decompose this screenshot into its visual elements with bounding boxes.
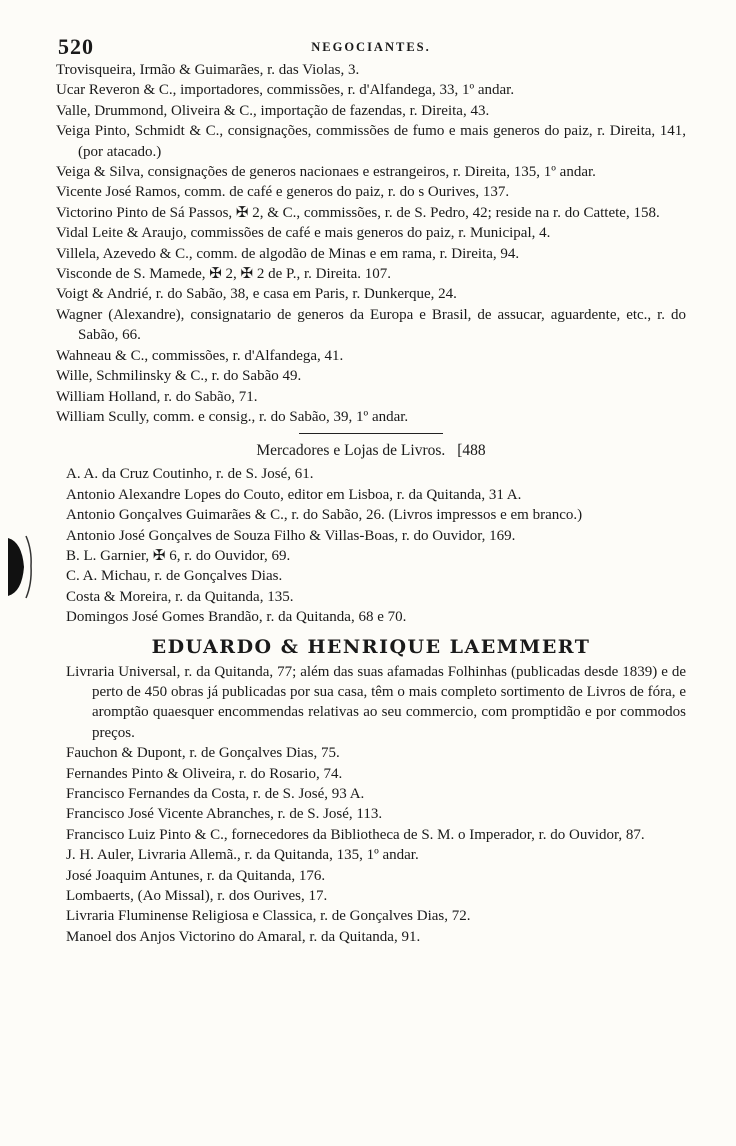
list-item: Costa & Moreira, r. da Quitanda, 135. xyxy=(66,588,294,605)
list-item: Villela, Azevedo & C., comm. de algodão de Minas e em rama, r. Direita, 94. xyxy=(56,245,520,262)
binding-edge-mark xyxy=(2,532,40,602)
list-item: Veiga & Silva, consignações de generos nacionaes e estrangeiros, r. Direita, 135, 1º andar. xyxy=(56,164,596,181)
list-item: Lombaerts, (Ao Missal), r. dos Ourives, 17. xyxy=(66,888,328,905)
list-item: Ucar Reveron & C., importadores, commissões, r. d'Alfandega, 33, 1º andar. xyxy=(56,82,515,99)
list-item: Victorino Pinto de Sá Passos, ✠ 2, & C., commissões, r. de S. Pedro, 42; reside na r. do Cattete, 158. xyxy=(56,204,660,221)
list-item: A. A. da Cruz Coutinho, r. de S. José, 61. xyxy=(66,466,314,483)
list-item: Antonio Gonçalves Guimarães & C., r. do Sabão, 26. (Livros impressos e em branco.) xyxy=(66,507,583,524)
list-item: Fernandes Pinto & Oliveira, r. do Rosario, 74. xyxy=(66,765,343,782)
section-heading xyxy=(56,440,686,462)
entries-section-b xyxy=(56,662,686,948)
list-item: Valle, Drummond, Oliveira & C., importação de fazendas, r. Direita, 43. xyxy=(56,102,490,119)
list-item: Wille, Schmilinsky & C., r. do Sabão 49. xyxy=(56,368,302,385)
list-item: William Holland, r. do Sabão, 71. xyxy=(56,388,258,405)
list-item: B. L. Garnier, ✠ 6, r. do Ouvidor, 69. xyxy=(66,547,291,564)
list-item: J. H. Auler, Livraria Allemã., r. da Quitanda, 135, 1º andar. xyxy=(66,847,419,864)
section-divider xyxy=(299,433,443,434)
list-item: Visconde de S. Mamede, ✠ 2, ✠ 2 de P., r. Direita. 107. xyxy=(56,266,392,283)
document-page xyxy=(56,30,686,947)
list-item: Francisco Fernandes da Costa, r. de S. José, 93 A. xyxy=(66,786,365,802)
list-item: Domingos José Gomes Brandão, r. da Quitanda, 68 e 70. xyxy=(66,609,407,626)
list-item: Livraria Fluminense Religiosa e Classica, r. de Gonçalves Dias, 72. xyxy=(66,908,471,925)
list-item: Fauchon & Dupont, r. de Gonçalves Dias, 75. xyxy=(66,745,340,762)
list-item: Trovisqueira, Irmão & Guimarães, r. das Violas, 3. xyxy=(56,62,360,78)
list-item: Wagner (Alexandre), consignatario de generos da Europa e Brasil, de assucar, aguardente, etc., r. do Sabão, 66. xyxy=(56,306,686,344)
entries-section-a xyxy=(56,464,686,627)
running-title: NEGOCIANTES. xyxy=(311,40,431,54)
list-item: William Scully, comm. e consig., r. do Sabão, 39, 1º andar. xyxy=(56,408,409,425)
page-header xyxy=(56,30,686,60)
list-item: José Joaquim Antunes, r. da Quitanda, 176. xyxy=(66,867,326,884)
list-item: Antonio Alexandre Lopes do Couto, editor em Lisboa, r. da Quitanda, 31 A. xyxy=(66,486,522,503)
list-item: Livraria Universal, r. da Quitanda, 77; além das suas afamadas Folhinhas (publicadas desde 1839) e de perto de 450 obras já publicadas por sua casa, têm o mais completo sortimento de Livros de fóra, e aromptão quaesquer encommendas relativas ao seu commercio, com promptidão e por commodos preços. xyxy=(66,663,686,741)
list-item: C. A. Michau, r. de Gonçalves Dias. xyxy=(66,568,283,585)
list-item: Vicente José Ramos, comm. de café e generos do paiz, r. do s Ourives, 137. xyxy=(56,184,510,201)
list-item: Francisco José Vicente Abranches, r. de S. José, 113. xyxy=(66,806,383,823)
entries-top xyxy=(56,60,686,427)
list-item: Vidal Leite & Araujo, commissões de café e mais generos do paiz, r. Municipal, 4. xyxy=(56,225,551,242)
list-item: Veiga Pinto, Schmidt & C., consignações, commissões de fumo e mais generos do paiz, r. Direita, 141, (por atacado.) xyxy=(56,123,686,160)
page-number: 520 xyxy=(58,34,94,59)
list-item: Antonio José Gonçalves de Souza Filho & Villas-Boas, r. do Ouvidor, 169. xyxy=(66,527,516,544)
firm-heading: EDUARDO & HENRIQUE LAEMMERT xyxy=(151,635,591,658)
list-item: Wahneau & C., commissões, r. d'Alfandega, 41. xyxy=(56,347,344,364)
section-count: [488 xyxy=(457,442,486,460)
list-item: Francisco Luiz Pinto & C., fornecedores da Bibliotheca de S. M. o Imperador, r. do Ouvidor, 87. xyxy=(66,826,645,843)
list-item: Manoel dos Anjos Victorino do Amaral, r. da Quitanda, 91. xyxy=(66,928,421,945)
list-item: Voigt & Andrié, r. do Sabão, 38, e casa em Paris, r. Dunkerque, 24. xyxy=(56,286,457,303)
section-title: Mercadores e Lojas de Livros. xyxy=(256,442,446,460)
